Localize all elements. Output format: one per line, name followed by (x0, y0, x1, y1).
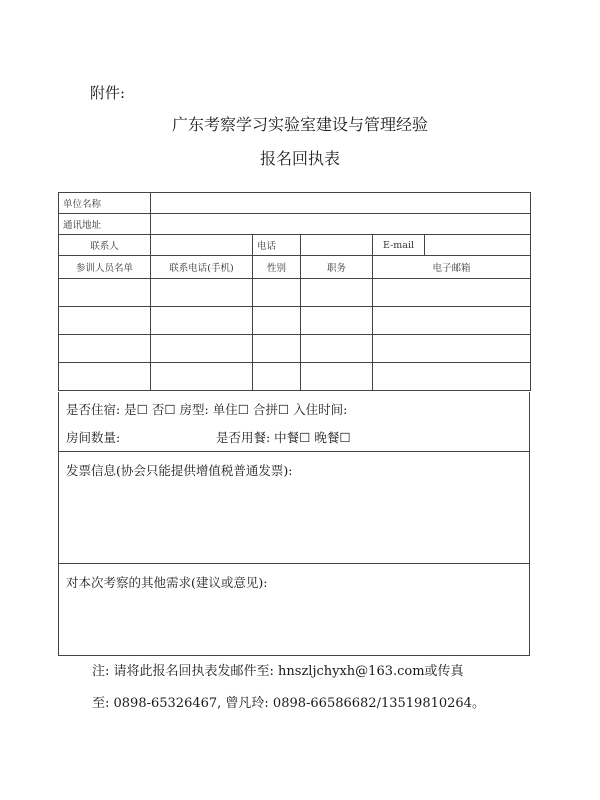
participant-email-cell[interactable] (373, 335, 531, 363)
unit-name-field[interactable] (151, 193, 531, 214)
participant-position-cell[interactable] (301, 363, 373, 391)
note-line-1: 注: 请将此报名回执表发邮件至: hnszljchyxh@163.com或传真 (92, 664, 464, 679)
participant-email-cell[interactable] (373, 307, 531, 335)
address-label: 通讯地址 (59, 214, 151, 235)
header-participant-name: 参训人员名单 (59, 256, 151, 279)
participant-header-row (59, 256, 531, 279)
participant-gender-cell[interactable] (253, 335, 301, 363)
header-gender: 性别 (253, 256, 301, 279)
form-title: 广东考察学习实验室建设与管理经验 (171, 115, 428, 134)
table-row (59, 279, 531, 307)
participant-gender-cell[interactable] (253, 307, 301, 335)
contact-row (59, 235, 531, 256)
participant-name-cell[interactable] (59, 307, 151, 335)
address-row (59, 214, 531, 235)
header-position: 职务 (301, 256, 373, 279)
unit-name-row (59, 193, 531, 214)
participant-name-cell[interactable] (59, 279, 151, 307)
registration-table (58, 192, 531, 391)
participant-mobile-cell[interactable] (151, 279, 253, 307)
table-row (59, 335, 531, 363)
table-row (59, 307, 531, 335)
other-needs-section[interactable] (58, 564, 530, 656)
participant-position-cell[interactable] (301, 279, 373, 307)
phone-field[interactable] (301, 235, 373, 256)
other-needs-label: 对本次考察的其他需求(建议或意见): (66, 575, 268, 590)
participant-email-cell[interactable] (373, 363, 531, 391)
invoice-section[interactable] (58, 452, 530, 564)
contact-field[interactable] (151, 235, 253, 256)
lodging-options[interactable]: 是否住宿: 是☐ 否☐ 房型: 单住☐ 合拼☐ 入住时间: (66, 402, 348, 417)
room-count-label: 房间数量: (66, 430, 121, 445)
participant-gender-cell[interactable] (253, 279, 301, 307)
participant-name-cell[interactable] (59, 363, 151, 391)
unit-name-label: 单位名称 (59, 193, 151, 214)
form-subtitle: 报名回执表 (259, 149, 340, 168)
participant-position-cell[interactable] (301, 307, 373, 335)
email-field[interactable] (425, 235, 531, 256)
attachment-label: 附件: (90, 84, 126, 102)
lodging-section (58, 392, 530, 452)
header-mobile: 联系电话(手机) (151, 256, 253, 279)
note-line-2: 至: 0898-65326467, 曾凡玲: 0898-66586682/13519810264。 (92, 696, 485, 711)
participant-mobile-cell[interactable] (151, 307, 253, 335)
address-field[interactable] (151, 214, 531, 235)
header-email: 电子邮箱 (373, 256, 531, 279)
participant-gender-cell[interactable] (253, 363, 301, 391)
phone-label: 电话 (253, 235, 301, 256)
table-row (59, 363, 531, 391)
contact-label: 联系人 (59, 235, 151, 256)
email-label: E-mail (373, 235, 425, 256)
participant-email-cell[interactable] (373, 279, 531, 307)
participant-position-cell[interactable] (301, 335, 373, 363)
participant-name-cell[interactable] (59, 335, 151, 363)
meal-options[interactable]: 是否用餐: 中餐☐ 晚餐☐ (216, 430, 351, 445)
participant-mobile-cell[interactable] (151, 335, 253, 363)
invoice-label: 发票信息(协会只能提供增值税普通发票): (66, 463, 293, 478)
participant-mobile-cell[interactable] (151, 363, 253, 391)
